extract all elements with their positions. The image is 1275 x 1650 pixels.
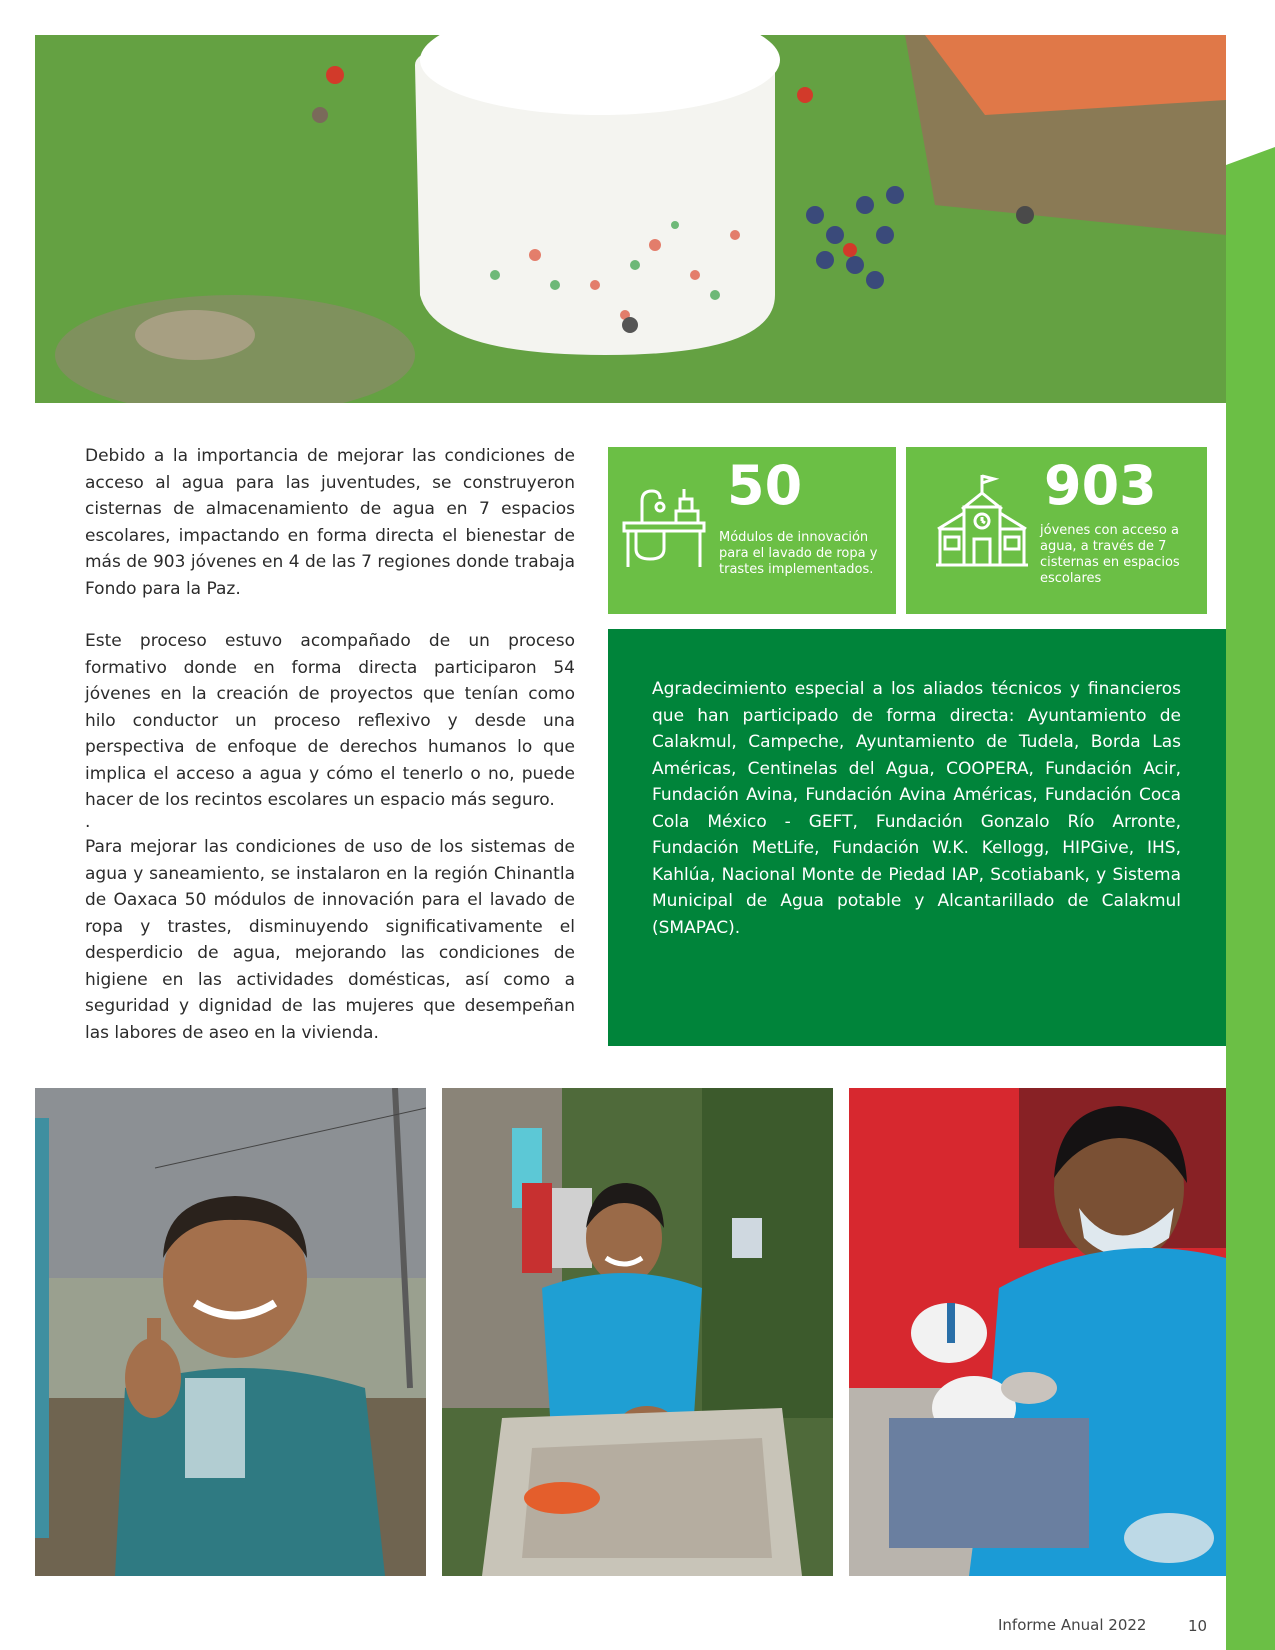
stat-description-modules: Módulos de innovación para el lavado de ropa y trastes implementados. (719, 530, 878, 577)
stat-description-youth: jóvenes con acceso a agua, a través de 7 cisternas en espacios escolares (1040, 523, 1180, 586)
footer-report-title: Informe Anual 2022 (998, 1616, 1147, 1634)
paragraph-separator: . (85, 812, 91, 832)
photo-boy-with-cup (35, 1088, 426, 1576)
stat-box-modules (608, 447, 896, 614)
photo-woman-washing-hands (442, 1088, 833, 1576)
paragraph-cisterns: Debido a la importancia de mejorar las condiciones de acceso al agua para las juventudes, se construyeron cisternas de almacenamiento de agua en 7 espacios escolares, impactando en forma directa el bienestar de más de 903 jóvenes en 4 de las 7 regiones donde trabaja Fondo para la Paz. (85, 446, 575, 599)
acknowledgements-box (608, 629, 1226, 1046)
paragraph-training: Este proceso estuvo acompañado de un proceso formativo donde en forma directa participaron 54 jóvenes en la creación de proyectos que tenían como hilo conductor un proceso reflexivo y desde una perspectiva de enfoque de derechos humanos lo que implica el acceso a agua y cómo el tenerlo o no, puede hacer de los recintos escolares un espacio más seguro. (85, 631, 575, 810)
stat-number-modules: 50 (727, 454, 803, 517)
paragraph-washing-modules: Para mejorar las condiciones de uso de los sistemas de agua y saneamiento, se instalaron en la región Chinantla de Oaxaca 50 módulos de innovación para el lavado de ropa y trastes, disminuyendo significativamente el desperdicio de agua, mejorando las condiciones de higiene en las actividades domésticas, así como a seguridad y dignidad de las mujeres que desempeñan las labores de aseo en la vivienda. (85, 837, 575, 1043)
photo-man-water-test (849, 1088, 1226, 1576)
green-side-band (1226, 0, 1275, 1650)
hero-cistern-photo (35, 35, 1226, 403)
stat-box-youth (906, 447, 1207, 614)
acknowledgements-text: Agradecimiento especial a los aliados técnicos y financieros que han participado de forma directa: Ayuntamiento de Calakmul, Campeche, Ayuntamiento de Tudela, Borda Las Américas, Centinelas del Agua, COOPERA, Fundación Acir, Fundación Avina, Fundación Avina Américas, Fundación Coca Cola México - GEFT, Fundación Gonzalo Río Arronte, Fundación MetLife, Fundación W.K. Kellogg, HIPGive, IHS, Kahlúa, Nacional Monte de Piedad IAP, Scotiabank, y Sistema Municipal de Agua potable y Alcantarillado de Calakmul (SMAPAC). (652, 679, 1181, 938)
footer-page-number: 10 (1188, 1617, 1208, 1635)
stat-number-youth: 903 (1044, 454, 1157, 517)
school-building-icon (934, 473, 1030, 569)
washing-sink-icon (620, 479, 708, 569)
